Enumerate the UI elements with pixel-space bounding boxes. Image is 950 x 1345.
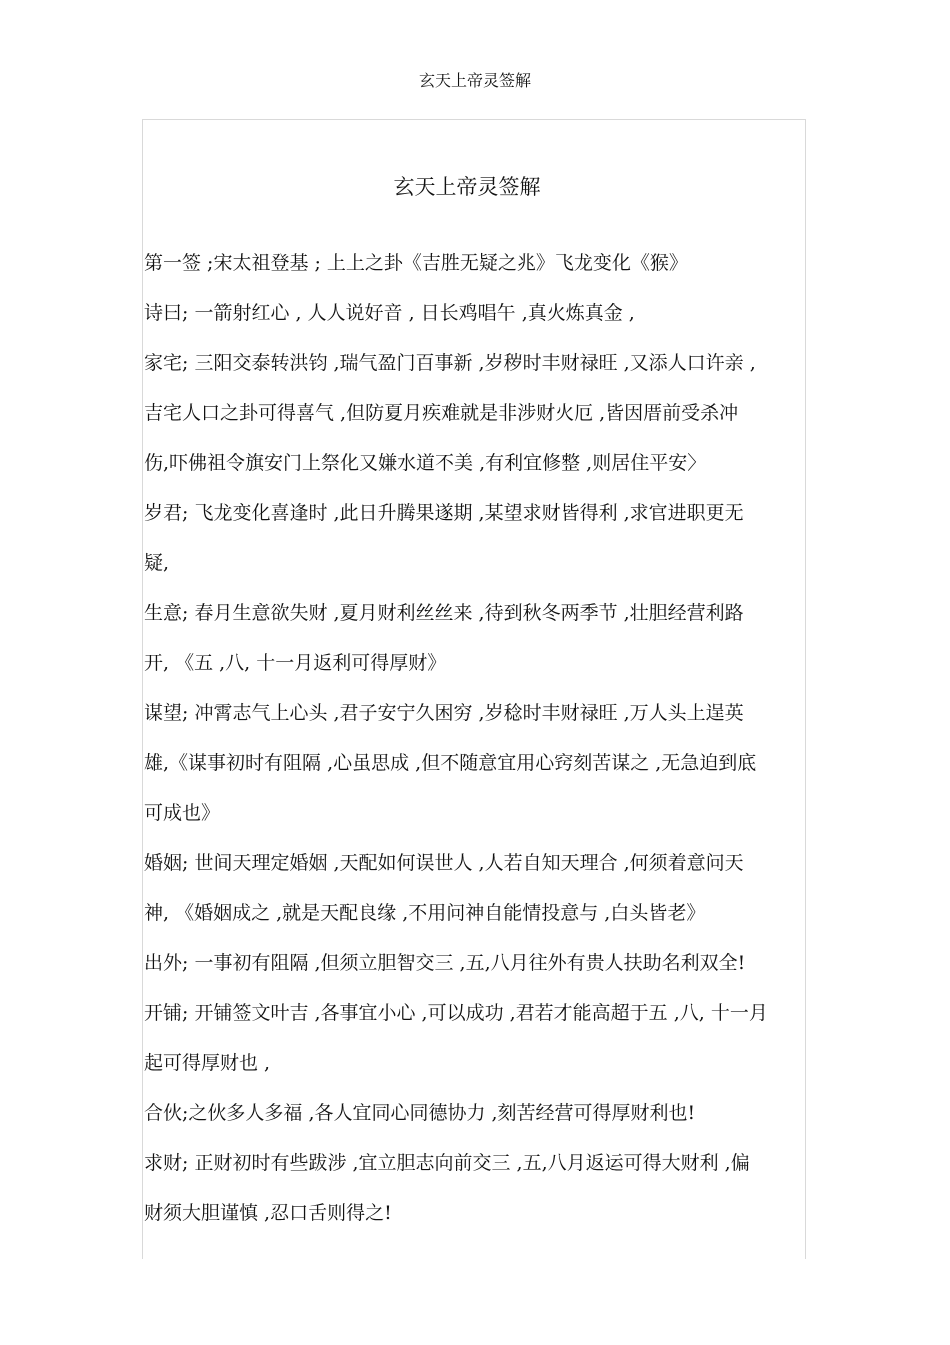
text-line: 诗曰; 一箭射红心 , 人人说好音 , 日长鸡唱午 ,真火炼真金 , — [144, 302, 635, 324]
text-line: 生意; 春月生意欲失财 ,夏月财利丝丝来 ,待到秋冬两季节 ,壮胆经营利路 — [144, 602, 744, 624]
text-line: 岁君; 飞龙变化喜逢时 ,此日升腾果遂期 ,某望求财皆得利 ,求官进职更无 — [144, 502, 744, 524]
text-line: 家宅; 三阳交泰转洪钧 ,瑞气盈门百事新 ,岁秽时丰财禄旺 ,又添人口许亲 , — [144, 352, 756, 374]
text-line: 伤,吓佛祖令旗安门上祭化又嫌水道不美 ,有利宜修整 ,则居住平安〉 — [144, 452, 707, 474]
text-line: 起可得厚财也 , — [144, 1052, 271, 1074]
text-line: 财须大胆谨慎 ,忍口舌则得之! — [144, 1202, 392, 1224]
text-line: 开, 《五 ,八, 十一月返利可得厚财》 — [144, 652, 447, 674]
text-line: 神, 《婚姻成之 ,就是天配良缘 ,不用问神自能情投意与 ,白头皆老》 — [144, 902, 706, 924]
text-line: 雄,《谋事初时有阻隔 ,心虽思成 ,但不随意宜用心窍刻苦谋之 ,无急迫到底 — [144, 752, 757, 774]
text-line: 第一签 ;宋太祖登基 ; 上上之卦《吉胜无疑之兆》飞龙变化《猴》 — [144, 252, 688, 274]
text-line: 求财; 正财初时有些跋涉 ,宜立胆志向前交三 ,五,八月返运可得大财利 ,偏 — [144, 1152, 750, 1174]
text-line: 谋望; 冲霄志气上心头 ,君子安宁久困穷 ,岁稔时丰财禄旺 ,万人头上逞英 — [144, 702, 744, 724]
document-body — [144, 238, 804, 1238]
text-line: 疑, — [144, 552, 170, 574]
text-line: 婚姻; 世间天理定婚姻 ,天配如何误世人 ,人若自知天理合 ,何须着意问天 — [144, 852, 744, 874]
document-title: 玄天上帝灵签解 — [393, 175, 541, 199]
running-header: 玄天上帝灵签解 — [418, 71, 531, 90]
text-line: 可成也》 — [144, 802, 221, 824]
text-line: 开铺; 开铺签文叶吉 ,各事宜小心 ,可以成功 ,君若才能高超于五 ,八, 十一月 — [144, 1002, 768, 1024]
text-line: 合伙;之伙多人多福 ,各人宜同心同德协力 ,刻苦经营可得厚财利也! — [144, 1102, 696, 1124]
text-line: 吉宅人口之卦可得喜气 ,但防夏月疾难就是非涉财火厄 ,皆因厝前受杀冲 — [144, 402, 739, 424]
text-line: 出外; 一事初有阻隔 ,但须立胆智交三 ,五,八月往外有贵人扶助名利双全! — [144, 952, 746, 974]
